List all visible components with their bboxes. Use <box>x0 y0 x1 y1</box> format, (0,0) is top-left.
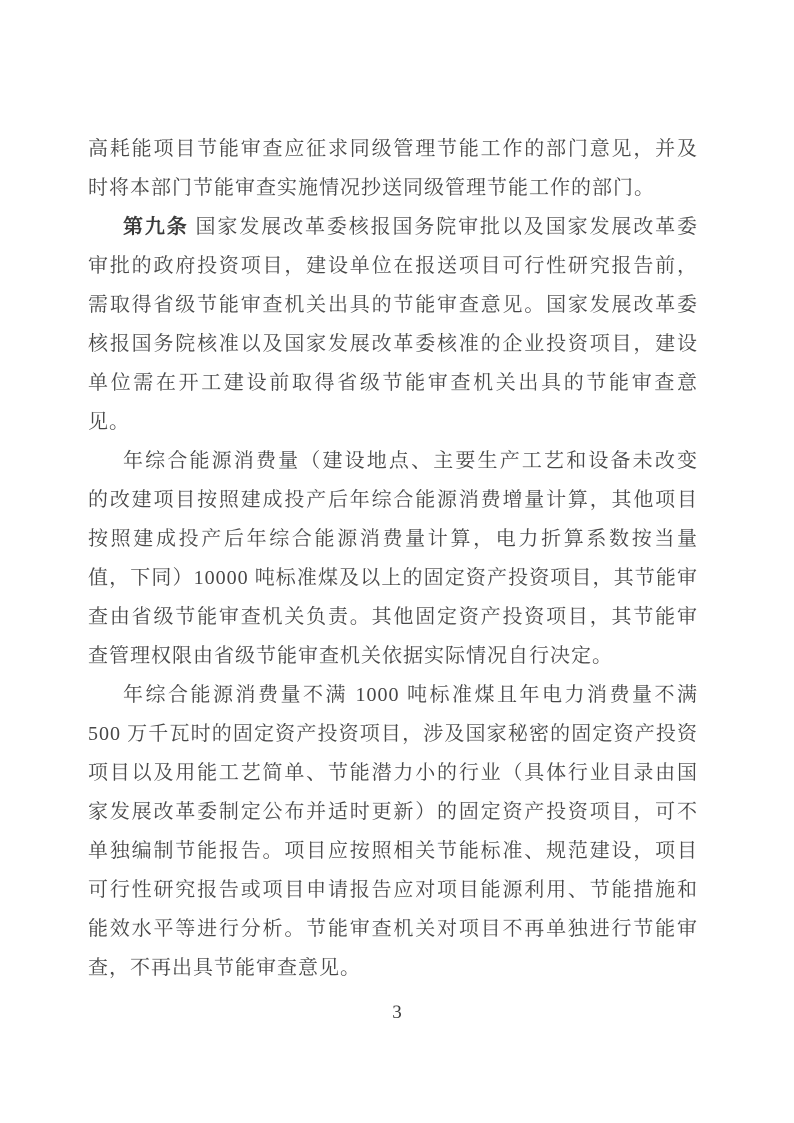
document-body <box>88 130 698 988</box>
text-line: 可行性研究报告或项目申请报告应对项目能源利用、节能措施和 <box>88 879 698 901</box>
text-line: 500 万千瓦时的固定资产投资项目，涉及国家秘密的固定资产投资 <box>88 723 698 745</box>
text-line: 见。 <box>88 411 130 433</box>
text-line: 家发展改革委制定公布并适时更新）的固定资产投资项目，可不 <box>88 801 698 823</box>
text-line: 值，下同）10000 吨标准煤及以上的固定资产投资项目，其节能审 <box>88 567 698 589</box>
page-number: 3 <box>392 1002 402 1023</box>
text-line: 时将本部门节能审查实施情况抄送同级管理节能工作的部门。 <box>88 177 655 199</box>
text-line: 按照建成投产后年综合能源消费量计算，电力折算系数按当量 <box>88 528 698 550</box>
text-line: 单位需在开工建设前取得省级节能审查机关出具的节能审查意 <box>88 372 698 394</box>
article-number: 第九条 <box>123 216 189 238</box>
text-line: 查，不再出具节能审查意见。 <box>88 957 361 979</box>
text-line: 查由省级节能审查机关负责。其他固定资产投资项目，其节能审 <box>88 606 698 628</box>
text-line: 需取得省级节能审查机关出具的节能审查意见。国家发展改革委 <box>88 294 698 316</box>
text-line: 审批的政府投资项目，建设单位在报送项目可行性研究报告前， <box>88 255 698 277</box>
text-line: 能效水平等进行分析。节能审查机关对项目不再单独进行节能审 <box>88 918 698 940</box>
text-line: 的改建项目按照建成投产后年综合能源消费增量计算，其他项目 <box>88 489 698 511</box>
text-line: 查管理权限由省级节能审查机关依据实际情况自行决定。 <box>88 645 613 667</box>
text-line: 单独编制节能报告。项目应按照相关节能标准、规范建设，项目 <box>88 840 698 862</box>
text-line: 核报国务院核准以及国家发展改革委核准的企业投资项目，建设 <box>88 333 698 355</box>
text-line: 项目以及用能工艺简单、节能潜力小的行业（具体行业目录由国 <box>88 762 698 784</box>
text-line: 年综合能源消费量（建设地点、主要生产工艺和设备未改变 <box>123 450 698 472</box>
text-line: 年综合能源消费量不满 1000 吨标准煤且年电力消费量不满 <box>123 684 698 706</box>
text-line: 第九条 国家发展改革委核报国务院审批以及国家发展改革委 <box>123 216 698 238</box>
text-line: 高耗能项目节能审查应征求同级管理节能工作的部门意见，并及 <box>88 138 698 160</box>
